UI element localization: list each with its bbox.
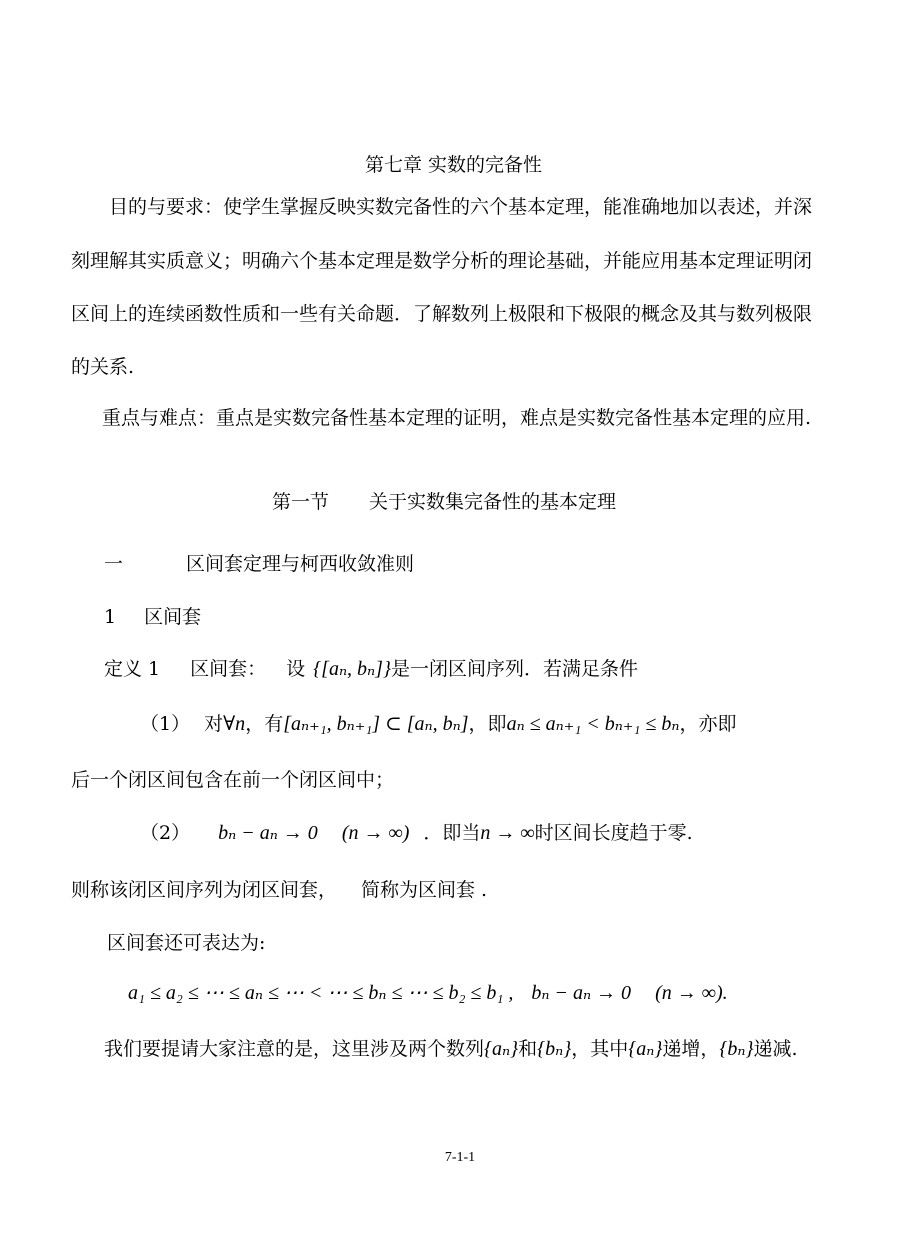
conclusion-text: 则称该闭区间序列为闭区间套， [71,879,338,901]
express-chain: a₁ ≤ a₂ ≤ ⋯ ≤ aₙ ≤ ⋯ < ⋯ ≤ bₙ ≤ ⋯ ≤ b₂ ≤ b₁ , [128,982,514,1004]
note-inc: 递增， [662,1038,720,1060]
condition-1-inclusion: [aₙ₊₁, bₙ₊₁] ⊂ [aₙ, bₙ] [283,713,469,735]
section-name: 关于实数集完备性的基本定理 [369,491,617,513]
express-limit: bₙ − aₙ → 0 [531,982,632,1004]
condition-2-label: （2） [140,822,191,844]
subsubsection-heading [104,605,201,629]
condition-1-post: ，亦即 [679,713,737,735]
objectives-line-4: 的关系. [71,356,135,378]
objectives-line-3: 区间上的连续函数性质和一些有关命题．了解数列上极限和下极限的概念及其与数列极限 [71,303,813,325]
note-mid: ，其中 [571,1038,629,1060]
definition-label: 定义 1 [104,658,161,680]
note-dec: 递减. [753,1038,798,1060]
condition-1-pre: 对 [204,713,224,735]
condition-2-post: 时区间长度趋于零. [534,822,693,844]
key-points: 重点与难点：重点是实数完备性基本定理的证明，难点是实数完备性基本定理的应用. [102,407,812,429]
conclusion-short: 简称为区间套 . [361,879,488,901]
subsubsection-number: 1 [104,606,117,628]
definition-line [104,657,638,681]
definition-pre: 设 [286,658,306,680]
definition-name: 区间套： [190,658,267,680]
chapter-title: 第七章 实数的完备性 [365,154,543,176]
subsubsection-title: 区间套 [144,606,202,628]
express-intro: 区间套还可表达为: [107,932,266,954]
condition-1-inequality: aₙ ≤ aₙ₊₁ < bₙ₊₁ ≤ bₙ [506,713,680,735]
note-and: 和 [518,1038,538,1060]
condition-2-line [140,821,693,845]
definition-post: 是一闭区间序列．若满足条件 [390,658,638,680]
subsection-number: 一 [104,553,124,575]
condition-2-limit: bₙ − aₙ → 0 [218,822,318,844]
objectives-line-1: 目的与要求：使学生掌握反映实数完备性的六个基本定理，能准确地加以表述，并深 [109,196,813,218]
section-label: 第一节 [272,491,330,513]
section-title [272,490,616,514]
condition-1-continuation: 后一个闭区间包含在前一个闭区间中； [71,769,395,791]
subsection-heading [104,552,414,576]
condition-1-mid2: ，即 [468,713,507,735]
express-formula [128,981,728,1005]
note-seq-b: {bₙ} [537,1038,572,1060]
express-condition: (n → ∞). [655,982,728,1004]
condition-1-line [140,712,736,736]
condition-2-mid: ．即当 [423,822,481,844]
condition-2-when: n → ∞ [480,822,535,844]
condition-1-label: （1） [140,713,191,735]
condition-1-forall: ∀n [223,713,246,735]
note-line [104,1037,798,1061]
note-seq-b2: {bₙ} [719,1038,754,1060]
note-seq-a: {aₙ} [484,1038,519,1060]
definition-math: {[aₙ, bₙ]} [313,658,391,680]
page-number: 7-1-1 [444,1150,476,1165]
subsection-title: 区间套定理与柯西收敛准则 [186,553,415,575]
note-pre: 我们要提请大家注意的是，这里涉及两个数列 [104,1038,485,1060]
condition-2-condition: (n → ∞) [341,822,410,844]
objectives-line-2: 刻理解其实质意义；明确六个基本定理是数学分析的理论基础，并能应用基本定理证明闭 [71,250,813,272]
note-seq-a2: {aₙ} [628,1038,663,1060]
condition-1-mid: ，有 [245,713,284,735]
conclusion-line [71,878,487,902]
